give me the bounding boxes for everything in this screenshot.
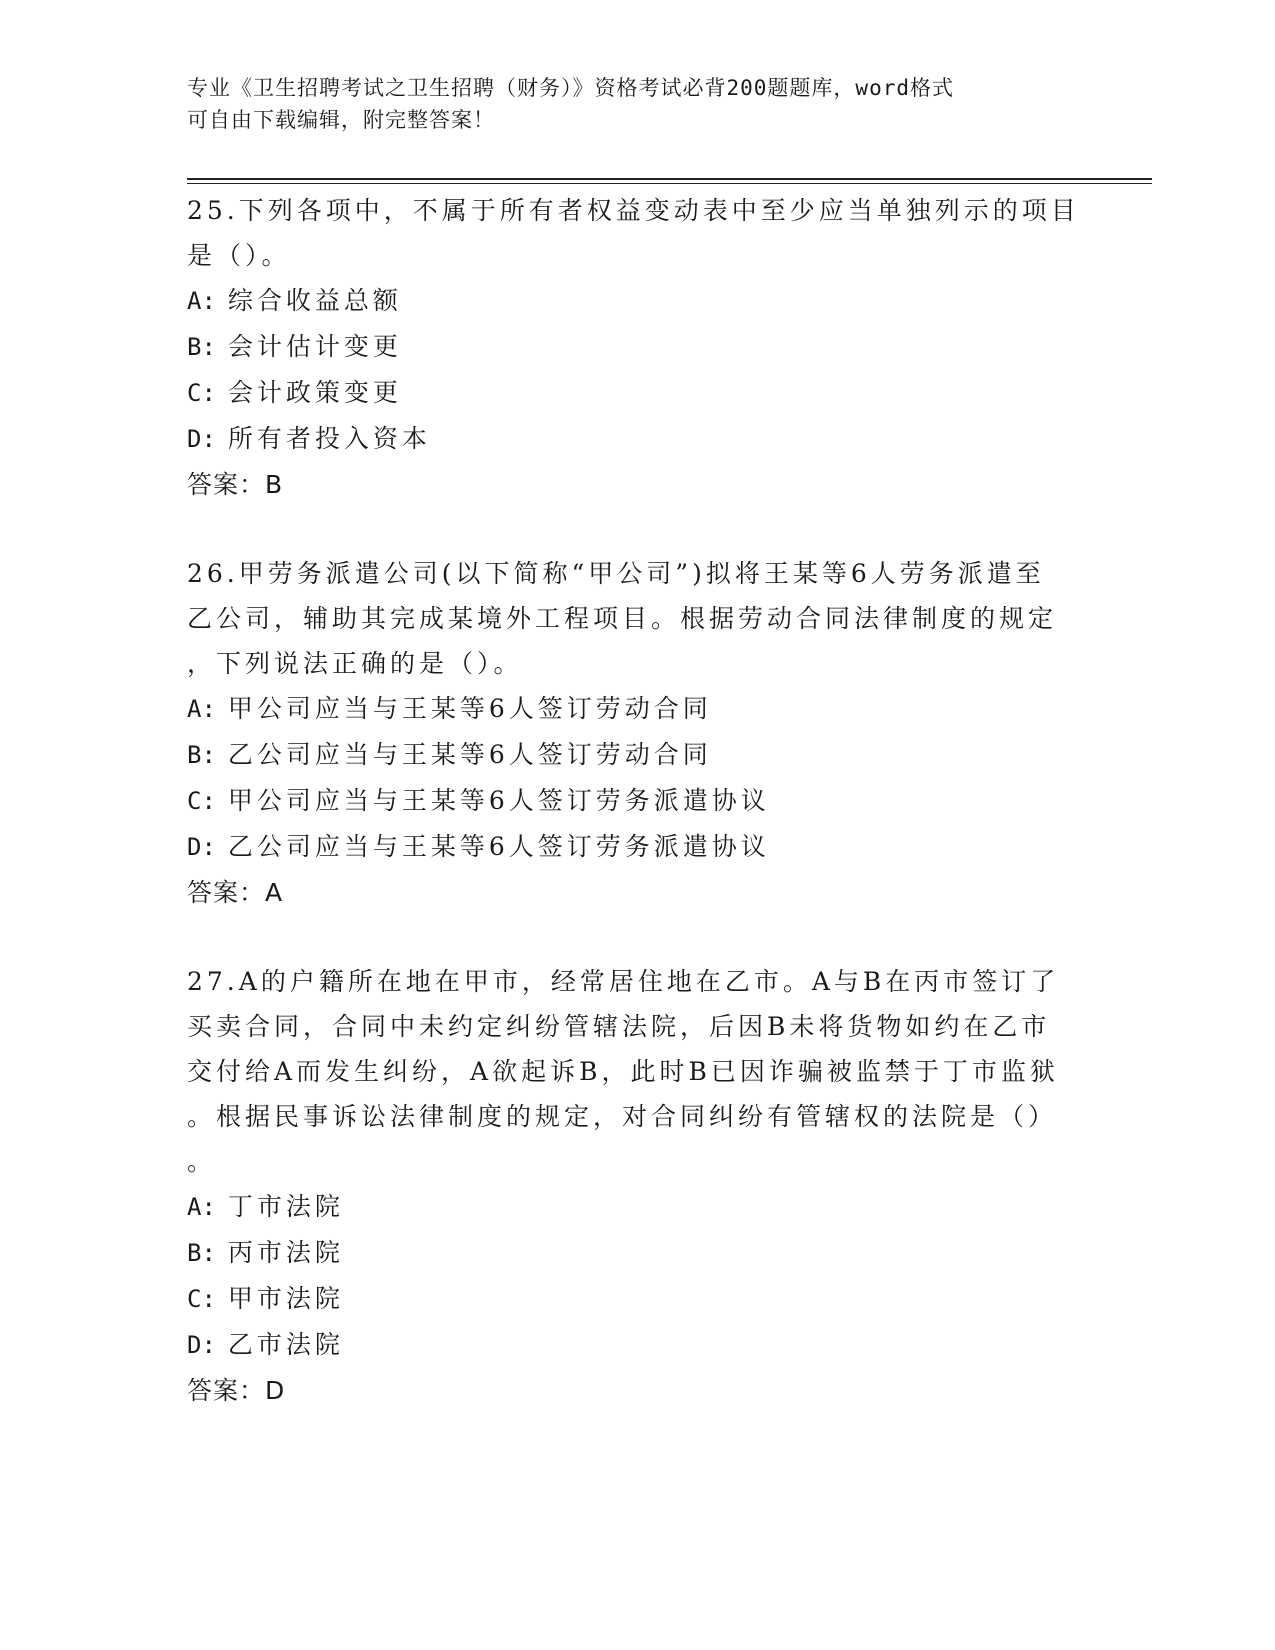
option-text: 乙公司应当与王某等6人签订劳务派遣协议 <box>227 832 770 861</box>
option-text: 丁市法院 <box>227 1192 344 1221</box>
question-text-line: 是（）。 <box>187 241 291 270</box>
question-text-line: 26.甲劳务派遣公司(以下简称“甲公司”)拟将王某等6人劳务派遣至 <box>187 559 1045 588</box>
option-c <box>187 778 1087 824</box>
option-text: 所有者投入资本 <box>227 424 431 453</box>
question-text-line: 25.下列各项中，不属于所有者权益变动表中至少应当单独列示的项目 <box>187 196 1080 225</box>
option-letter: C: <box>187 379 216 407</box>
option-d <box>187 1322 1087 1368</box>
header-rule-thick <box>187 178 1152 180</box>
question-25 <box>187 188 1087 507</box>
option-letter: C: <box>187 787 216 815</box>
option-text: 甲公司应当与王某等6人签订劳务派遣协议 <box>227 786 770 815</box>
option-text: 甲市法院 <box>227 1284 344 1313</box>
option-b <box>187 324 1087 370</box>
option-text: 乙公司应当与王某等6人签订劳动合同 <box>227 740 712 769</box>
option-letter: D: <box>187 425 216 453</box>
question-text-line: 27.A的户籍所在地在甲市，经常居住地在乙市。A与B在丙市签订了 <box>187 967 1060 996</box>
question-26 <box>187 551 1087 915</box>
header-line-1: 专业《卫生招聘考试之卫生招聘（财务）》资格考试必背200题题库，word格式 <box>187 76 954 100</box>
answer-label: 答案：A <box>187 878 284 907</box>
answer-label: 答案：D <box>187 1376 286 1405</box>
document-header <box>187 72 1087 136</box>
option-letter: A: <box>187 287 216 315</box>
option-d <box>187 824 1087 870</box>
option-letter: C: <box>187 1285 216 1313</box>
option-text: 丙市法院 <box>227 1238 344 1267</box>
option-letter: A: <box>187 695 216 723</box>
question-text-line: 买卖合同，合同中未约定纠纷管辖法院，后因B未将货物如约在乙市 <box>187 1012 1051 1041</box>
question-text-line: 。根据民事诉讼法律制度的规定，对合同纠纷有管辖权的法院是（） <box>187 1102 1058 1131</box>
question-27 <box>187 959 1087 1413</box>
question-text-line: 乙公司，辅助其完成某境外工程项目。根据劳动合同法律制度的规定 <box>187 604 1058 633</box>
question-list <box>187 188 1087 1457</box>
option-letter: D: <box>187 833 216 861</box>
option-d <box>187 416 1087 462</box>
option-text: 甲公司应当与王某等6人签订劳动合同 <box>227 694 712 723</box>
question-text-line: 。 <box>187 1147 217 1176</box>
question-text-line: 交付给A而发生纠纷，A欲起诉B，此时B已因诈骗被监禁于丁市监狱 <box>187 1057 1059 1086</box>
option-letter: B: <box>187 333 216 361</box>
option-a <box>187 686 1087 732</box>
option-text: 综合收益总额 <box>227 286 402 315</box>
option-b <box>187 732 1087 778</box>
option-c <box>187 1276 1087 1322</box>
option-text: 会计政策变更 <box>227 378 402 407</box>
option-a <box>187 278 1087 324</box>
header-line-2: 可自由下载编辑，附完整答案！ <box>187 108 495 132</box>
option-letter: D: <box>187 1331 216 1359</box>
header-rule-thin <box>187 183 1152 184</box>
option-text: 会计估计变更 <box>227 332 402 361</box>
option-a <box>187 1184 1087 1230</box>
option-letter: A: <box>187 1193 216 1221</box>
option-text: 乙市法院 <box>227 1330 344 1359</box>
question-text-line: ，下列说法正确的是（）。 <box>187 649 523 678</box>
option-b <box>187 1230 1087 1276</box>
option-letter: B: <box>187 741 216 769</box>
option-c <box>187 370 1087 416</box>
answer-label: 答案：B <box>187 470 284 499</box>
option-letter: B: <box>187 1239 216 1267</box>
